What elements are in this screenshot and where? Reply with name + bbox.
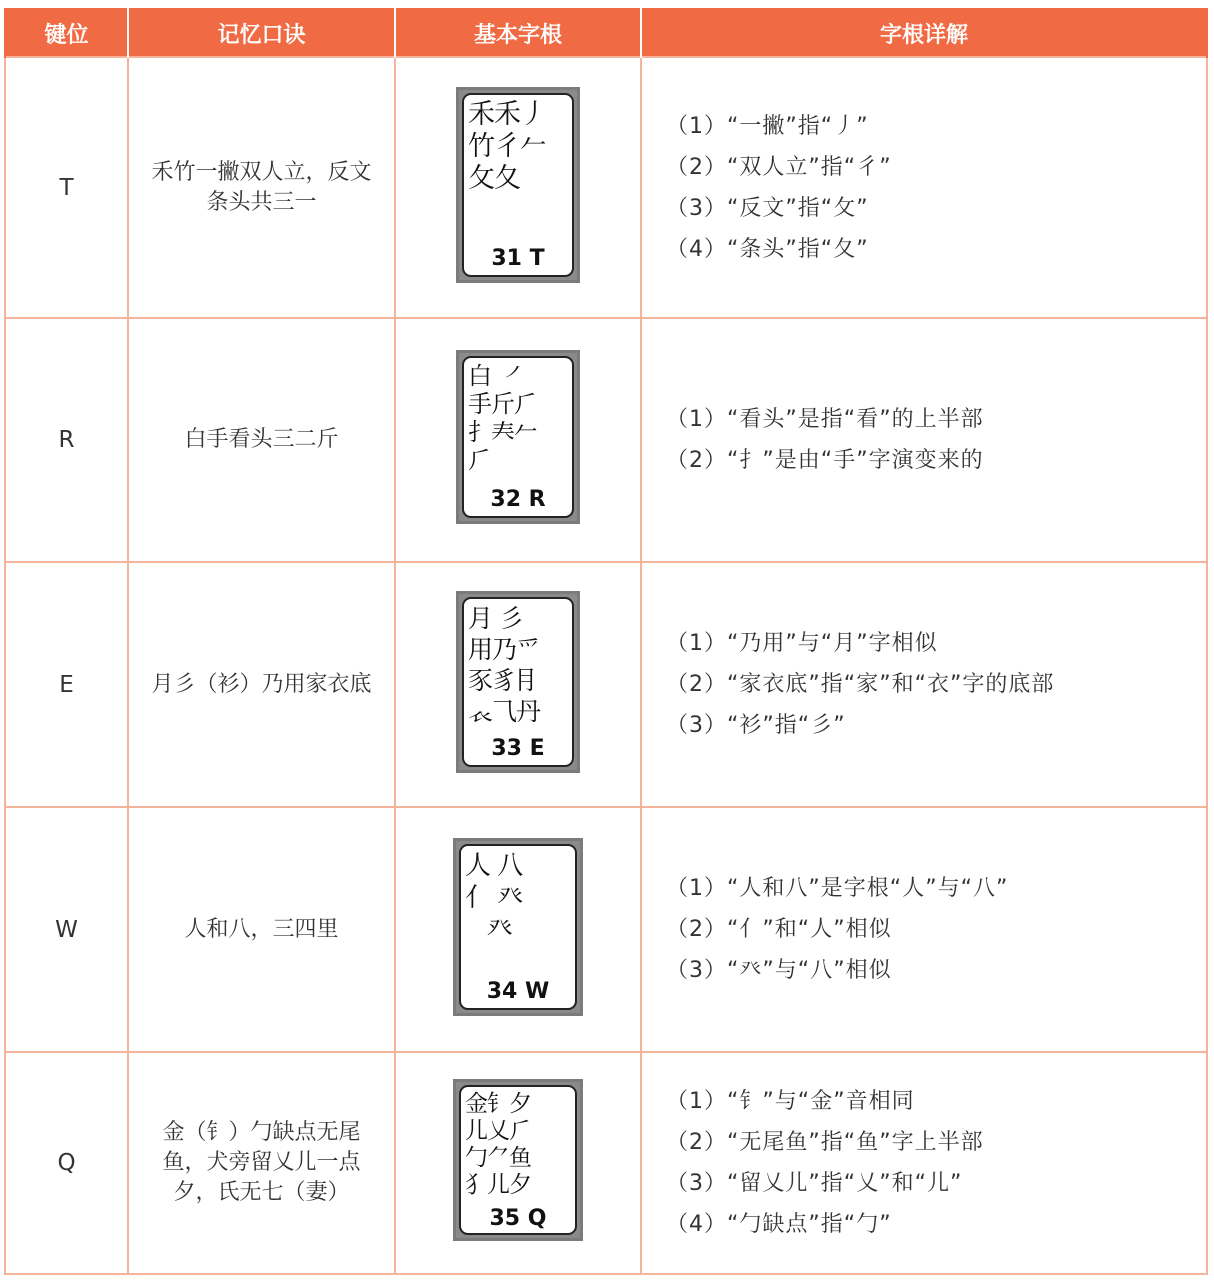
detail-cell	[641, 318, 1207, 562]
root-cell	[395, 57, 641, 318]
card-label: 33 E	[491, 735, 545, 761]
key-cell: Q	[5, 1052, 128, 1274]
key-cell: W	[5, 807, 128, 1052]
card-label: 34 W	[486, 978, 550, 1004]
detail-line: （2）“扌”是由“手”字演变来的	[666, 448, 984, 473]
header-root: 基本字根	[395, 9, 641, 57]
key-card-image	[453, 1079, 583, 1241]
table-row	[5, 807, 1207, 1052]
mnemonic-cell: 白手看头三二斤	[128, 318, 395, 562]
detail-line: （1）“看头”是指“看”的上半部	[666, 407, 984, 432]
detail-line: （2）“无尾鱼”指“鱼”字上半部	[666, 1130, 984, 1155]
key-card-image	[456, 591, 580, 773]
root-cell	[395, 318, 641, 562]
detail-line: （1）“一撇”指“丿”	[666, 113, 869, 139]
key-card-face	[459, 844, 577, 1010]
table-row	[5, 1052, 1207, 1274]
card-label: 31 T	[491, 245, 545, 271]
key-cell: T	[5, 57, 128, 318]
card-chars: 人 八 亻 癶 癶	[465, 850, 523, 945]
detail-cell	[641, 562, 1207, 807]
header-row	[5, 9, 1207, 57]
card-chars: 白 ㇒ 手斤⺁ 扌𡗗𠂉 ⺁	[468, 362, 537, 474]
detail-line: （4）“勹缺点”指“勹”	[666, 1212, 892, 1237]
card-chars: 月 彡 用乃爫 豕豸⺝ 𧘇⺄丹	[468, 603, 541, 726]
header-mnemonic: 记忆口诀	[128, 9, 395, 57]
key-card-face	[462, 597, 574, 767]
detail-line: （2）“亻”和“人”相似	[666, 917, 892, 942]
key-card-face	[462, 356, 574, 518]
key-card-image	[456, 87, 580, 283]
detail-cell	[641, 807, 1207, 1052]
detail-line: （2）“双人立”指“彳”	[666, 154, 892, 180]
header-detail: 字根详解	[641, 9, 1207, 57]
detail-line: （3）“留乂儿”指“乂”和“儿”	[666, 1171, 963, 1196]
detail-line: （4）“条头”指“夂”	[666, 236, 869, 262]
detail-line: （1）“乃用”与“月”字相似	[666, 631, 938, 656]
detail-cell	[641, 1052, 1207, 1274]
root-cell	[395, 562, 641, 807]
card-chars: 禾禾丿 竹彳𠂉 攵夂	[468, 98, 546, 194]
key-cell: E	[5, 562, 128, 807]
table-row	[5, 318, 1207, 562]
detail-line: （2）“家衣底”指“家”和“衣”字的底部	[666, 672, 1055, 697]
key-card-face	[462, 93, 574, 277]
card-label: 32 R	[490, 487, 546, 512]
detail-line: （3）“癶”与“八”相似	[666, 958, 892, 983]
card-chars: 金钅夕 儿乂⺁ 勹⺈鱼 犭儿夕	[465, 1091, 531, 1198]
mnemonic-cell: 金（钅）勹缺点无尾鱼，犬旁留乂儿一点夕，氏无七（妻）	[128, 1052, 395, 1274]
mnemonic-cell: 月彡（衫）乃用家衣底	[128, 562, 395, 807]
detail-line: （3）“衫”指“彡”	[666, 713, 846, 738]
table-row	[5, 562, 1207, 807]
table-row	[5, 57, 1207, 318]
key-card-image	[456, 350, 580, 524]
detail-line: （3）“反文”指“攵”	[666, 195, 869, 221]
wubi-root-table	[4, 8, 1208, 1275]
mnemonic-cell: 禾竹一撇双人立，反文条头共三一	[128, 57, 395, 318]
mnemonic-cell: 人和八，三四里	[128, 807, 395, 1052]
card-label: 35 Q	[489, 1206, 547, 1231]
root-cell	[395, 807, 641, 1052]
header-key: 键位	[5, 9, 128, 57]
key-card-face	[459, 1085, 577, 1235]
detail-line: （1）“钅”与“金”音相同	[666, 1089, 915, 1114]
detail-line: （1）“人和八”是字根“人”与“八”	[666, 876, 1009, 901]
detail-cell	[641, 57, 1207, 318]
key-cell: R	[5, 318, 128, 562]
key-card-image	[453, 838, 583, 1016]
root-table-wrapper	[4, 8, 1206, 1275]
root-cell	[395, 1052, 641, 1274]
